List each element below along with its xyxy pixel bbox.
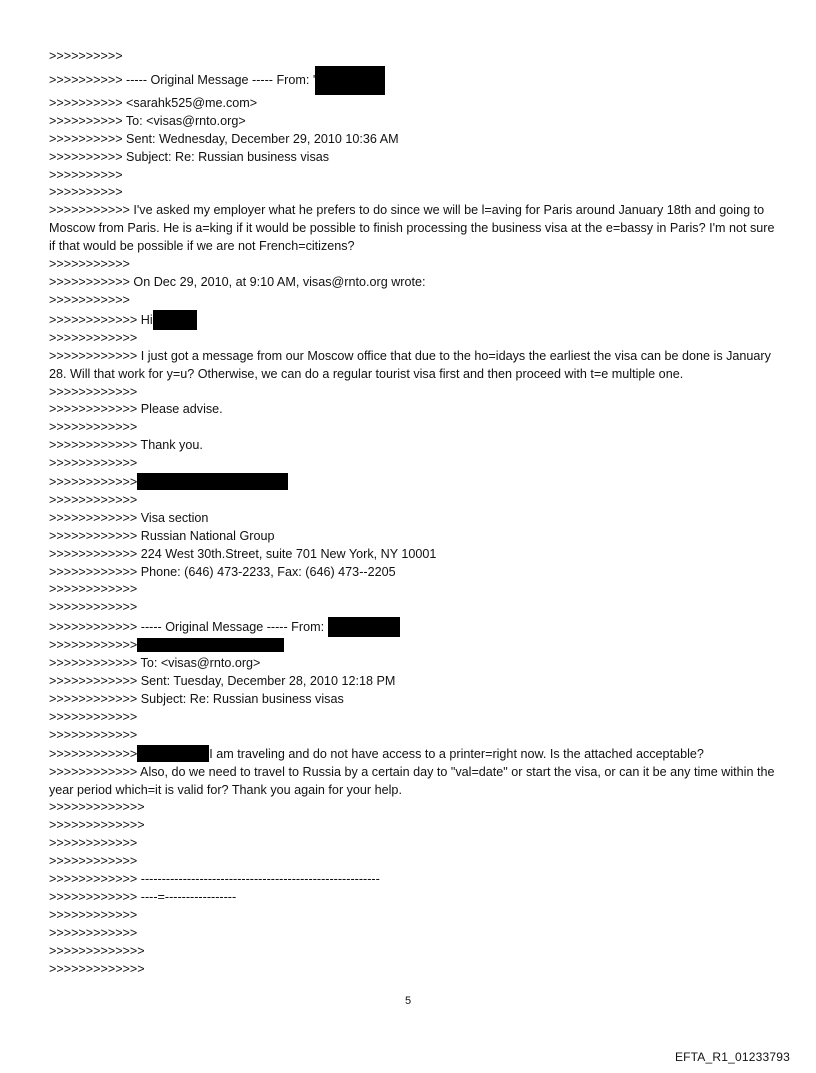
email-line: >>>>>>>>>>>> xyxy=(49,727,138,742)
email-line: >>>>>>>>>>> On Dec 29, 2010, at 9:10 AM, visas@rnto.org wrote: xyxy=(49,274,426,289)
quote-prefix: >>>>>>>>>>>> xyxy=(49,638,138,653)
redaction-box xyxy=(328,617,400,637)
email-line: >>>>>>>>>>>> xyxy=(49,600,138,615)
email-line-from-header xyxy=(49,66,779,95)
document-id: EFTA_R1_01233793 xyxy=(674,1050,790,1064)
email-line: >>>>>>>>>> To: <visas@rnto.org> xyxy=(49,113,246,128)
email-line: >>>>>>>>>> xyxy=(49,167,123,182)
email-line: >>>>>>>>>>>> xyxy=(49,925,138,940)
email-line-message xyxy=(49,745,779,764)
quote-prefix: >>>>>>>>>>>> xyxy=(49,746,138,761)
email-line: >>>>>>>>>>>> To: <visas@rnto.org> xyxy=(49,656,261,671)
email-line: >>>>>>>>>>>> xyxy=(49,709,138,724)
redaction-box xyxy=(137,745,209,762)
message-text: I am traveling and do not have access to a printer=right now. Is the attached acceptable? xyxy=(209,746,704,761)
email-line: >>>>>>>>>>>> Thank you. xyxy=(49,438,203,453)
email-line: >>>>>>>>>>>> 224 West 30th.Street, suite 701 New York, NY 10001 xyxy=(49,546,437,561)
email-line: >>>>>>>>>>>> --------------------------------------------------------- xyxy=(49,872,380,887)
email-line: >>>>>>>>>>>> Visa section xyxy=(49,510,209,525)
quote-prefix: >>>>>>>>>>>> xyxy=(49,475,138,490)
email-line: >>>>>>>>>>>> Subject: Re: Russian business visas xyxy=(49,692,344,706)
email-line: >>>>>>>>>>>> xyxy=(49,330,138,345)
email-line: >>>>>>>>>>>> xyxy=(49,854,138,869)
redaction-box xyxy=(315,66,385,95)
email-line: >>>>>>>>>> Sent: Wednesday, December 29, 2010 10:36 AM xyxy=(49,131,399,146)
page-number: 5 xyxy=(404,995,412,1007)
email-line: >>>>>>>>>>>>> xyxy=(49,818,145,833)
email-line: >>>>>>>>>>>> xyxy=(49,456,138,471)
email-paragraph: >>>>>>>>>>>> I just got a message from our Moscow office that due to the ho=idays the earliest the visa can be done is January 28. Will that work for y=u? Otherwise, we can do a regular tourist visa first and then proceed with t=e multiple one. xyxy=(49,348,771,381)
email-line-signature-name xyxy=(49,473,779,492)
email-line: >>>>>>>>>>>>> xyxy=(49,961,145,976)
email-line: >>>>>>>>>>>> xyxy=(49,836,138,851)
email-line-from-header xyxy=(49,617,779,637)
email-line: >>>>>>>>>>>>> xyxy=(49,943,145,958)
email-line: >>>>>>>>>>>> Russian National Group xyxy=(49,528,275,543)
greeting-text: >>>>>>>>>>>> Hi xyxy=(49,312,153,327)
email-line: >>>>>>>>>>> xyxy=(49,257,130,272)
from-header-text: >>>>>>>>>>>> ----- Original Message ----- From: xyxy=(49,620,325,635)
email-line: >>>>>>>>>> <sarahk525@me.com> xyxy=(49,95,258,110)
email-paragraph: >>>>>>>>>>> I've asked my employer what he prefers to do since we will be l=aving for Paris around January 18th and going to Moscow from Paris. He is a=king if it would be possible to finish processing the business visa at the e=bassy in Paris? I'm not sure if that would be possible if we are not French=citizens? xyxy=(49,203,775,254)
from-header-text: >>>>>>>>>> ----- Original Message ----- From: ' xyxy=(49,72,316,87)
email-line: >>>>>>>>>> Subject: Re: Russian business visas xyxy=(49,149,330,164)
email-line: >>>>>>>>>>> xyxy=(49,292,130,307)
redaction-box xyxy=(137,638,284,652)
email-line: >>>>>>>>>> xyxy=(49,49,123,63)
email-line: >>>>>>>>>>>> xyxy=(49,420,138,435)
email-line: >>>>>>>>>>>>> xyxy=(49,800,145,815)
redaction-box xyxy=(137,473,288,490)
redaction-box xyxy=(153,310,197,330)
email-line: >>>>>>>>>>>> xyxy=(49,492,138,507)
email-line: >>>>>>>>>>>> xyxy=(49,582,138,597)
email-line: >>>>>>>>>>>> Phone: (646) 473-2233, Fax: (646) 473--2205 xyxy=(49,564,396,579)
email-line: >>>>>>>>>>>> xyxy=(49,907,138,922)
email-line-greeting xyxy=(49,310,779,330)
email-paragraph: >>>>>>>>>>>> Also, do we need to travel to Russia by a certain day to "val=date" or start the visa, or can it be any time within the year period which=it is valid for? Thank you again for your help. xyxy=(49,764,775,797)
email-body xyxy=(49,48,779,979)
email-line: >>>>>>>>>> xyxy=(49,185,123,200)
email-line: >>>>>>>>>>>> Please advise. xyxy=(49,402,223,417)
email-line: >>>>>>>>>>>> ----=----------------- xyxy=(49,889,237,904)
email-line: >>>>>>>>>>>> Sent: Tuesday, December 28, 2010 12:18 PM xyxy=(49,674,396,689)
email-line: >>>>>>>>>>>> xyxy=(49,384,138,399)
email-line-sender-address xyxy=(49,637,779,655)
